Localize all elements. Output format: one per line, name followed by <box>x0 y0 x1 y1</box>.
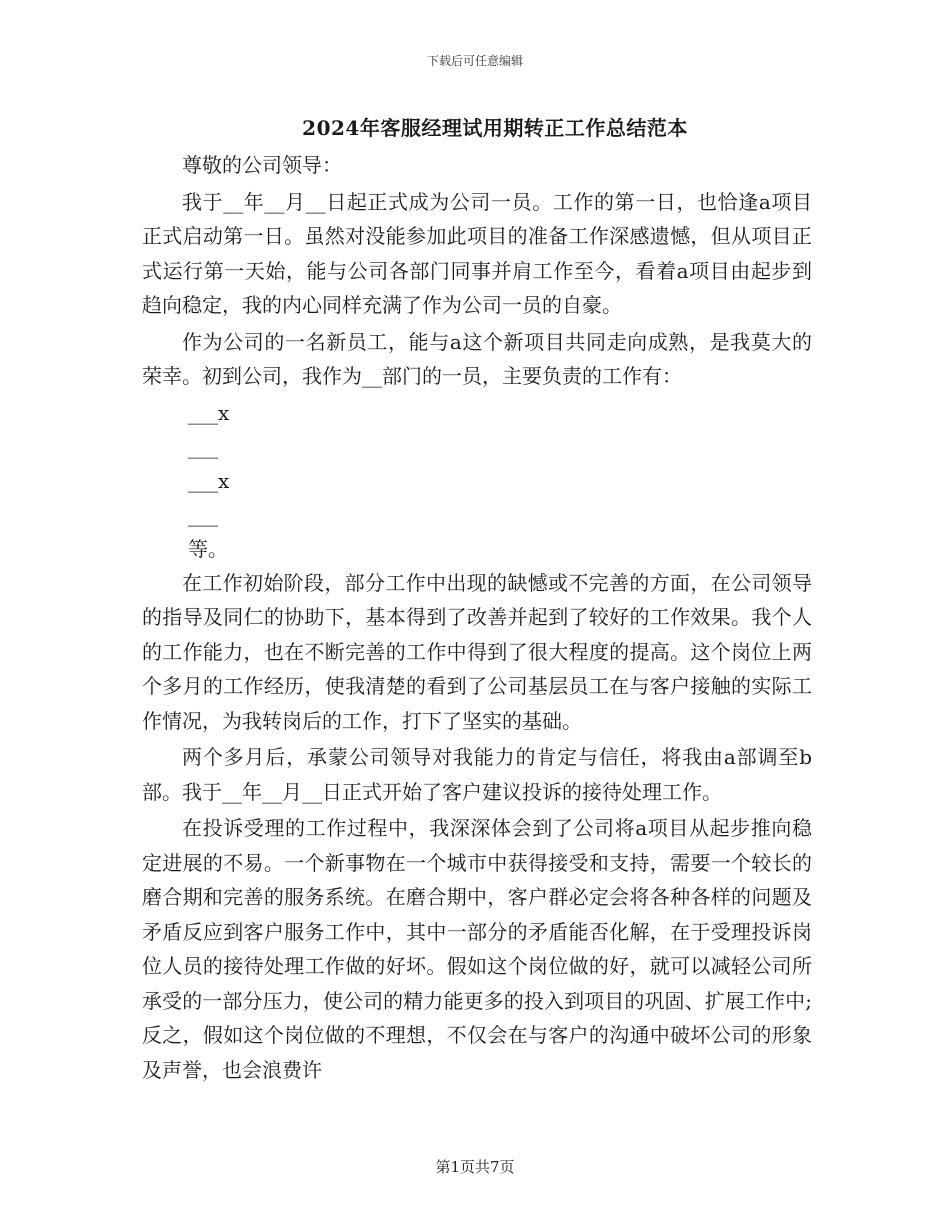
paragraph-3: 在工作初始阶段，部分工作中出现的缺憾或不完善的方面，在公司领导的指导及同仁的协助下，基本得到了改善并起到了较好的工作效果。我个人的工作能力，也在不断完善的工作中得到了很大程度的提高。这个岗位上两个多月的工作经历，使我清楚的看到了公司基层员工在与客户接触的实际工作情况，为我转岗后的工作，打下了坚实的基础。 <box>142 570 812 733</box>
paragraph-5: 在投诉受理的工作过程中，我深深体会到了公司将a项目从起步推向稳定进展的不易。一个新事物在一个城市中获得接受和支持，需要一个较长的磨合期和完善的服务系统。在磨合期中，客户群必定会将各种各样的问题及矛盾反应到客户服务工作中，其中一部分的矛盾能否化解，在于受理投诉岗位人员的接待处理工作做的好坏。假如这个岗位做的好，就可以减轻公司所承受的一部分压力，使公司的精力能更多的投入到项目的巩固、扩展工作中;反之，假如这个岗位做的不理想，不仅会在与客户的沟通中破坏公司的形象及声誉，也会浪费许 <box>142 816 812 1082</box>
list-item-3: ___x <box>188 468 230 493</box>
document-title: 2024年客服经理试用期转正工作总结范本 <box>302 116 688 140</box>
list-item-2: ___ <box>188 434 218 459</box>
list-item-1: ___x <box>188 400 230 425</box>
paragraph-4: 两个多月后，承蒙公司领导对我能力的肯定与信任，将我由a部调至b部。我于__年__月__日正式开始了客户建议投诉的接待处理工作。 <box>142 745 812 804</box>
document-body <box>142 148 812 1087</box>
list-item-4: ___ <box>188 502 218 527</box>
page-header-note: 下载后可任意编辑 <box>426 54 523 68</box>
list-item-5: 等。 <box>188 536 228 561</box>
salutation: 尊敬的公司领导： <box>182 153 342 177</box>
paragraph-2: 作为公司的一名新员工，能与a这个新项目共同走向成熟，是我莫大的荣幸。初到公司，我作为__部门的一员，主要负责的工作有： <box>142 329 812 388</box>
page-number-footer: 第1页共7页 <box>435 1158 515 1176</box>
paragraph-1: 我于__年__月__日起正式成为公司一员。工作的第一日，也恰逢a项目正式启动第一日。虽然对没能参加此项目的准备工作深感遗憾，但从项目正式运行第一天始，能与公司各部门同事并肩工作至今，看着a项目由起步到趋向稳定，我的内心同样充满了作为公司一员的自豪。 <box>142 189 812 317</box>
